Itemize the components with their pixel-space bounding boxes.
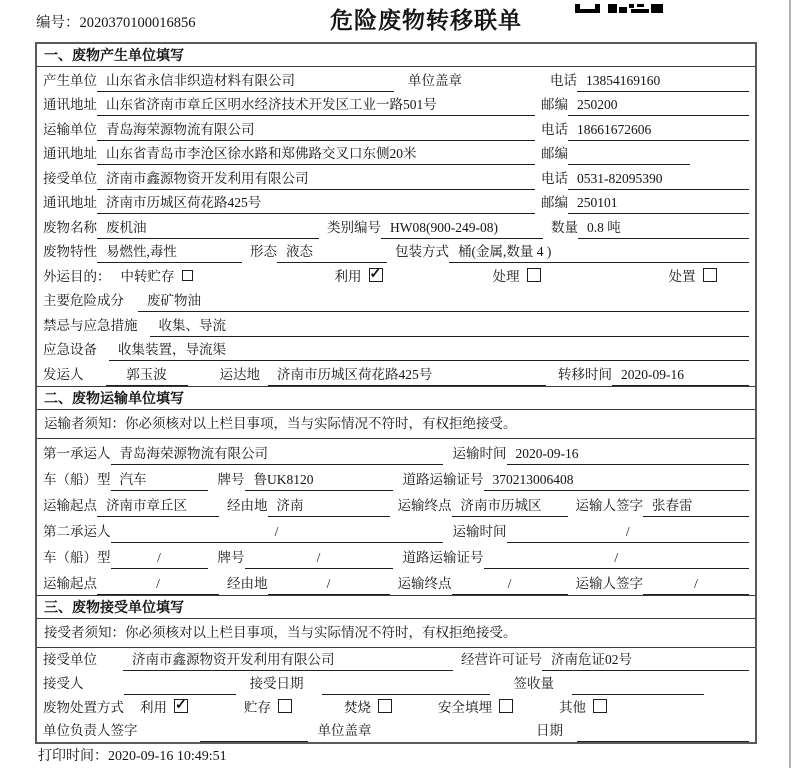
transport-time2-value: / bbox=[507, 524, 750, 543]
print-time-value: 2020-09-16 10:49:51 bbox=[108, 749, 227, 764]
transport-time1-label: 运输时间 bbox=[452, 445, 507, 461]
section-producer bbox=[37, 44, 755, 386]
row-transport-address bbox=[37, 141, 755, 166]
producer-zip-label: 邮编 bbox=[541, 97, 568, 112]
doc-number bbox=[36, 11, 196, 32]
road-permit1-label: 道路运输证号 bbox=[402, 471, 484, 487]
accept-date-label: 接受日期 bbox=[249, 675, 304, 691]
packing-value: 桶(金属,数量 4 ) bbox=[449, 240, 749, 263]
disposal-option-burn bbox=[344, 696, 392, 716]
row-producer-unit bbox=[37, 67, 755, 92]
taboo-measures-label: 禁忌与应急措施 bbox=[43, 317, 138, 333]
taboo-measures-value: 收集、导流 bbox=[150, 314, 750, 337]
end2-value: / bbox=[452, 576, 568, 595]
via1-value: 济南 bbox=[268, 494, 390, 517]
purpose-option-use bbox=[335, 265, 383, 285]
section-receiver-title: 三、废物接受单位填写 bbox=[37, 595, 755, 619]
row-vehicle2 bbox=[37, 543, 755, 569]
producer-phone-label: 电话 bbox=[550, 72, 577, 88]
end1-label: 运输终点 bbox=[397, 497, 452, 513]
category-label: 类别编号 bbox=[327, 219, 381, 235]
plate2-value: / bbox=[245, 550, 393, 569]
qr-code-fragment-icon bbox=[575, 0, 663, 18]
form-label: 形态 bbox=[250, 244, 277, 259]
receiver-phone-value: 0531-82095390 bbox=[568, 171, 749, 190]
section-producer-title: 一、废物产生单位填写 bbox=[37, 44, 755, 67]
producer-address-value: 山东省济南市章丘区明水经济技术开发区工业一路501号 bbox=[97, 93, 535, 116]
receiver-phone-label: 电话 bbox=[541, 170, 568, 186]
transport-time1-value: 2020-09-16 bbox=[507, 446, 750, 465]
disposal-option-store bbox=[244, 696, 292, 716]
checkbox-disposal-burn bbox=[378, 699, 392, 713]
packing-label: 包装方式 bbox=[395, 244, 449, 259]
head-signature-value bbox=[200, 725, 308, 742]
hazard-component-value: 废矿物油 bbox=[138, 289, 749, 312]
category-value: HW08(900-249-08) bbox=[381, 220, 543, 239]
row-accept-unit bbox=[37, 648, 755, 672]
accept-person-label: 接受人 bbox=[43, 675, 84, 691]
first-carrier-value: 青岛海荣源物流有限公司 bbox=[111, 442, 443, 465]
disposal-option-landfill bbox=[438, 696, 513, 716]
row-taboo-measures bbox=[37, 312, 755, 337]
producer-unit-value: 山东省永信非织造材料有限公司 bbox=[97, 69, 394, 92]
disposal-option-landfill-label: 安全填埋 bbox=[438, 700, 492, 716]
disposal-option-store-label: 贮存 bbox=[244, 700, 271, 716]
producer-address-label: 通讯地址 bbox=[43, 97, 97, 112]
purpose-option-treat-label: 处理 bbox=[492, 269, 520, 285]
accept-person-value bbox=[124, 678, 236, 695]
row-first-carrier bbox=[37, 439, 755, 465]
receiver-seal-label: 单位盖章 bbox=[317, 722, 372, 738]
license-label: 经营许可证号 bbox=[461, 652, 542, 667]
section-receiver bbox=[37, 595, 755, 742]
emergency-equipment-value: 收集装置，导流渠 bbox=[109, 338, 749, 361]
page-edge-line bbox=[789, 0, 791, 768]
second-carrier-label: 第二承运人 bbox=[43, 523, 111, 539]
receiver-zip-label: 邮编 bbox=[541, 195, 568, 210]
transport-notice: 运输者须知：你必须核对以上栏目事项，当与实际情况不符时，有权拒绝接受。 bbox=[37, 410, 755, 439]
producer-unit-label: 产生单位 bbox=[43, 72, 97, 88]
hazard-component-label: 主要危险成分 bbox=[43, 293, 124, 308]
row-head-signature bbox=[37, 718, 755, 742]
doc-number-value: 2020370100016856 bbox=[79, 15, 196, 31]
origin2-label: 运输起点 bbox=[43, 575, 97, 591]
end2-label: 运输终点 bbox=[397, 575, 452, 591]
purpose-option-storage-label: 中转贮存 bbox=[120, 269, 175, 285]
accept-amount-value bbox=[572, 678, 704, 695]
checkbox-storage bbox=[182, 270, 193, 281]
accept-date-value bbox=[322, 678, 490, 695]
checkbox-disposal-landfill bbox=[499, 699, 513, 713]
license-value: 济南危证02号 bbox=[542, 648, 749, 671]
checkbox-disposal-use bbox=[174, 699, 188, 713]
plate1-value: 鲁UK8120 bbox=[245, 468, 393, 491]
disposal-method-label: 废物处置方式 bbox=[43, 700, 124, 716]
vehicle1-value: 汽车 bbox=[111, 468, 208, 491]
row-hazard-component bbox=[37, 288, 755, 313]
transport-phone-label: 电话 bbox=[541, 121, 568, 137]
vehicle2-label: 车（船）型 bbox=[43, 549, 111, 565]
origin1-value: 济南市章丘区 bbox=[97, 494, 219, 517]
carrier-sign2-value: / bbox=[643, 576, 749, 595]
row-receiver-address bbox=[37, 190, 755, 215]
transport-phone-value: 18661672606 bbox=[568, 122, 749, 141]
disposal-option-other-label: 其他 bbox=[559, 700, 586, 716]
receiver-address-label: 通讯地址 bbox=[43, 195, 97, 210]
row-waste-character bbox=[37, 239, 755, 264]
purpose-option-storage bbox=[121, 265, 193, 285]
row-second-carrier bbox=[37, 517, 755, 543]
vehicle2-value: / bbox=[111, 550, 208, 569]
plate1-label: 牌号 bbox=[217, 471, 245, 487]
accept-amount-label: 签收量 bbox=[513, 675, 554, 691]
checkbox-treat bbox=[527, 268, 541, 282]
via1-label: 经由地 bbox=[227, 497, 268, 513]
row-route2 bbox=[37, 569, 755, 595]
transport-zip-label: 邮编 bbox=[541, 146, 568, 161]
manifest-form-table bbox=[35, 42, 757, 744]
section-transport bbox=[37, 386, 755, 595]
row-accept-person bbox=[37, 671, 755, 695]
transport-unit-value: 青岛海荣源物流有限公司 bbox=[97, 118, 535, 141]
print-time-label: 打印时间： bbox=[38, 749, 108, 764]
row-vehicle1 bbox=[37, 465, 755, 491]
page-title: 危险废物转移联单 bbox=[330, 7, 522, 33]
shipper-value: 郭玉波 bbox=[106, 363, 188, 386]
row-route1 bbox=[37, 491, 755, 517]
transport-address-value: 山东省青岛市李沧区徐水路和郑佛路交叉口东侧20米 bbox=[97, 142, 535, 165]
row-producer-address bbox=[37, 92, 755, 117]
carrier-sign2-label: 运输人签字 bbox=[575, 575, 643, 591]
date2-value bbox=[577, 725, 749, 742]
emergency-equipment-label: 应急设备 bbox=[43, 342, 97, 357]
shipper-label: 发运人 bbox=[43, 366, 84, 382]
purpose-option-dispose bbox=[669, 265, 717, 285]
transfer-time-label: 转移时间 bbox=[558, 366, 612, 382]
form-value: 液态 bbox=[277, 240, 387, 263]
road-permit2-label: 道路运输证号 bbox=[402, 549, 484, 565]
end1-value: 济南市历城区 bbox=[452, 494, 568, 517]
waste-name-label: 废物名称 bbox=[43, 219, 97, 235]
destination-value: 济南市历城区荷花路425号 bbox=[268, 363, 546, 386]
purpose-option-dispose-label: 处置 bbox=[668, 269, 696, 285]
date2-label: 日期 bbox=[536, 722, 563, 738]
receiver-notice: 接受者须知：你必须核对以上栏目事项，当与实际情况不符时，有权拒绝接受。 bbox=[37, 619, 755, 648]
disposal-option-use bbox=[140, 696, 188, 716]
quantity-label: 数量 bbox=[551, 219, 578, 235]
checkbox-disposal-store bbox=[278, 699, 292, 713]
waste-character-label: 废物特性 bbox=[43, 244, 97, 259]
vehicle1-label: 车（船）型 bbox=[43, 471, 111, 487]
row-shipper bbox=[37, 361, 755, 386]
producer-zip-value: 250200 bbox=[568, 97, 749, 116]
receiver-unit-value: 济南市鑫源物资开发利用有限公司 bbox=[97, 167, 535, 190]
transport-zip-value bbox=[568, 148, 690, 165]
second-carrier-value: / bbox=[111, 524, 443, 543]
waste-character-value: 易燃性,毒性 bbox=[97, 240, 242, 263]
transfer-time-value: 2020-09-16 bbox=[612, 367, 749, 386]
section-transport-title: 二、废物运输单位填写 bbox=[37, 386, 755, 410]
transport-time2-label: 运输时间 bbox=[452, 523, 507, 539]
checkbox-disposal-other bbox=[593, 699, 607, 713]
producer-phone-value: 13854169160 bbox=[577, 73, 749, 92]
road-permit2-value: / bbox=[484, 550, 750, 569]
first-carrier-label: 第一承运人 bbox=[43, 445, 111, 461]
row-disposal-method bbox=[37, 695, 755, 719]
destination-label: 运达地 bbox=[219, 366, 260, 382]
plate2-label: 牌号 bbox=[217, 549, 245, 565]
row-transport-purpose bbox=[37, 263, 755, 288]
receiver-zip-value: 250101 bbox=[568, 195, 749, 214]
transport-unit-label: 运输单位 bbox=[43, 121, 97, 137]
purpose-option-treat bbox=[493, 265, 541, 285]
via2-value: / bbox=[268, 576, 390, 595]
producer-seal-label: 单位盖章 bbox=[408, 72, 462, 88]
receiver-unit-label: 接受单位 bbox=[43, 170, 97, 186]
accept-unit-value: 济南市鑫源物资开发利用有限公司 bbox=[123, 648, 453, 671]
receiver-address-value: 济南市历城区荷花路425号 bbox=[97, 191, 535, 214]
carrier-sign1-value: 张春雷 bbox=[643, 494, 749, 517]
road-permit1-value: 370213006408 bbox=[484, 472, 750, 491]
row-waste-name bbox=[37, 214, 755, 239]
waste-name-value: 废机油 bbox=[97, 216, 319, 239]
carrier-sign1-label: 运输人签字 bbox=[575, 497, 643, 513]
origin1-label: 运输起点 bbox=[43, 497, 97, 513]
row-transport-unit bbox=[37, 116, 755, 141]
row-emergency-equipment bbox=[37, 337, 755, 362]
disposal-option-other bbox=[559, 696, 607, 716]
disposal-option-use-label: 利用 bbox=[140, 700, 167, 716]
purpose-label: 外运目的： bbox=[43, 269, 111, 285]
print-time bbox=[38, 745, 227, 765]
quantity-value: 0.8 吨 bbox=[578, 216, 749, 239]
accept-unit-label: 接受单位 bbox=[43, 652, 97, 667]
origin2-value: / bbox=[97, 576, 219, 595]
row-receiver-unit bbox=[37, 165, 755, 190]
purpose-option-use-label: 利用 bbox=[334, 269, 362, 285]
head-signature-label: 单位负责人签字 bbox=[43, 722, 138, 738]
checkbox-use bbox=[369, 268, 383, 282]
via2-label: 经由地 bbox=[227, 575, 268, 591]
doc-number-label: 编号： bbox=[36, 15, 80, 31]
transport-address-label: 通讯地址 bbox=[43, 146, 97, 161]
checkbox-dispose bbox=[703, 268, 717, 282]
disposal-option-burn-label: 焚烧 bbox=[344, 700, 371, 716]
